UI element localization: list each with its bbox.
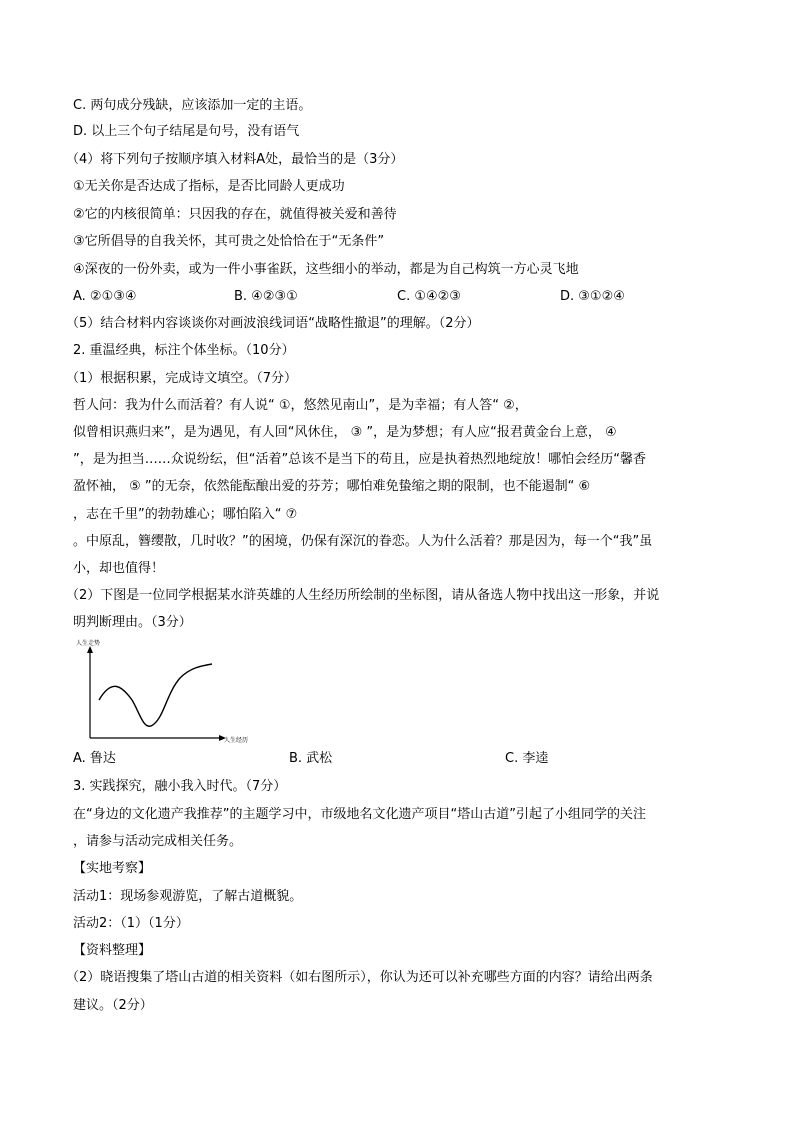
section-3-intro-cont: ，请参与活动完成相关任务。 — [73, 834, 243, 849]
section-3-intro: 在“身边的文化遗产我推荐”的主题学习中，市级地名文化遗产项目“塔山古道”引起了小组同学的关注 — [73, 807, 646, 822]
question-3-2-stem-cont: 建议。（2分） — [73, 998, 153, 1013]
passage-line-2: 似曾相识燕归来”，是为遇见，有人回“风休住， ③ ”，是为梦想；有人应“报君黄金台上意， ④ — [73, 425, 617, 440]
graph-y-arrow — [87, 646, 93, 653]
life-trend-graph — [72, 638, 252, 748]
activity-2: 活动2：（1）（1分） — [73, 916, 189, 931]
graph-life-curve — [99, 664, 212, 726]
section-3-title: 3. 实践探究，融小我入时代。（7分） — [73, 779, 287, 794]
question-2-2-stem: （2）下图是一位同学根据某水浒英雄的人生经历所绘制的坐标图，请从备选人物中找出这一形象，并说 — [66, 588, 660, 603]
question-3-2-stem: （2）晓语搜集了塔山古道的相关资料（如右图所示），你认为还可以补充哪些方面的内容？请给出两条 — [66, 970, 653, 985]
question-5-stem: （5）结合材料内容谈谈你对画波浪线词语“战略性撤退”的理解。（2分） — [66, 316, 480, 331]
q4-option-a: A. ②①③④ — [73, 289, 137, 304]
q4-option-d: D. ③①②④ — [560, 289, 625, 304]
passage-line-4: 盈怀袖， ⑤ ”的无奈，依然能酝酿出爱的芬芳；哪怕难免蛰缩之期的限制，也不能遏制“ ⑥ — [73, 479, 591, 494]
passage-line-7: 小，却也值得！ — [73, 561, 165, 576]
section-2-title: 2. 重温经典，标注个体坐标。（10分） — [73, 343, 295, 358]
q2-option-b: B. 武松 — [289, 751, 333, 766]
question-2-1-stem: （1）根据积累，完成诗文填空。（7分） — [66, 371, 298, 386]
q2-option-a: A. 鲁达 — [73, 751, 116, 766]
option-d-text: D. 以上三个句子结尾是句号，没有语气 — [73, 124, 300, 139]
sentence-3: ③它所倡导的自我关怀，其可贵之处恰恰在于“无条件” — [73, 234, 385, 249]
sentence-1: ①无关你是否达成了指标，是否比同龄人更成功 — [73, 179, 345, 194]
sentence-4: ④深夜的一份外卖，或为一件小事雀跃，这些细小的举动，都是为自己构筑一方心灵飞地 — [73, 262, 579, 277]
q4-option-b: B. ④②③① — [234, 289, 298, 304]
passage-line-5: ，志在千里”的勃勃雄心；哪怕陷入“ ⑦ — [73, 507, 298, 522]
passage-line-6: 。中原乱，簪缨散，几时收？”的困境，仍保有深沉的眷恋。人为什么活着？那是因为，每一个“我”虽 — [73, 534, 653, 549]
question-4-stem: （4）将下列句子按顺序填入材料A处，最恰当的是（3分） — [66, 152, 404, 167]
passage-line-1: 哲人问：我为什么而活着？有人说“ ①，悠然见南山”，是为幸福；有人答“ ②， — [73, 398, 528, 413]
graph-y-label: 人生走势 — [76, 640, 101, 647]
heading-field-survey: 【实地考察】 — [73, 861, 152, 876]
q4-option-c: C. ①④②③ — [397, 289, 461, 304]
passage-line-3: ”，是为担当……众说纷纭，但“活着”总该不是当下的苟且，应是执着热烈地绽放！哪怕会经历“馨香 — [73, 452, 646, 467]
activity-1: 活动1：现场参观游览，了解古道概貌。 — [73, 889, 303, 904]
heading-data-organization: 【资料整理】 — [73, 943, 152, 958]
q2-option-c: C. 李逵 — [505, 751, 549, 766]
sentence-2: ②它的内核很简单：只因我的存在，就值得被关爱和善待 — [73, 207, 397, 222]
question-2-2-stem-cont: 明判断理由。（3分） — [73, 615, 192, 630]
graph-x-label: 人生经历 — [224, 737, 249, 744]
option-c-text: C. 两句成分残缺，应该添加一定的主语。 — [73, 98, 312, 113]
